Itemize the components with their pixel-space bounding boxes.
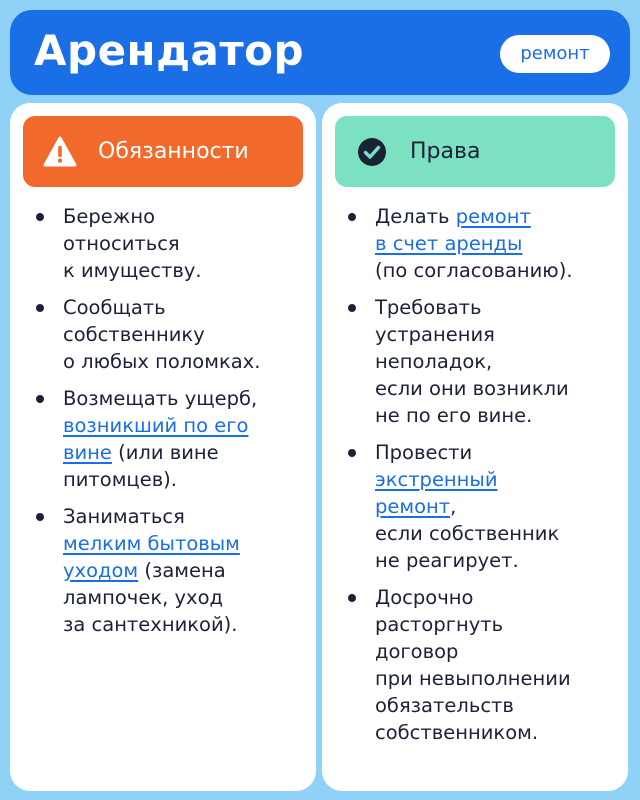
minor-care-link-cont[interactable]: уходом [63, 559, 139, 582]
list-item: Сообщать собственнику о любых поломках. [10, 294, 310, 375]
topic-tag[interactable]: ремонт [500, 35, 610, 73]
list-item: Бережно относиться к имуществу. [10, 203, 310, 284]
list-item: Требовать устранения неполадок, если они возникли не по его вине. [322, 294, 622, 429]
fault-link[interactable]: возникший по его [63, 414, 249, 437]
duties-list [10, 203, 310, 648]
rights-list [322, 203, 622, 756]
rights-header [335, 116, 615, 187]
duties-title: Обязанности [98, 139, 249, 164]
duties-card [10, 103, 316, 791]
page-title: Арендатор [34, 26, 305, 75]
repair-link[interactable]: ремонт [455, 205, 531, 228]
rights-title: Права [410, 139, 481, 164]
rent-link[interactable]: в счет аренды [375, 232, 523, 255]
rights-card [322, 103, 628, 791]
emergency-repair-link-cont[interactable]: ремонт [375, 495, 451, 518]
fault-link-cont[interactable]: вине [63, 441, 112, 464]
list-item: Заниматься мелким бытовым уходом (замена лампочек, уход за сантехникой). [10, 503, 310, 638]
emergency-repair-link[interactable]: экстренный [375, 468, 498, 491]
list-item: Делать ремонт в счет аренды (по согласованию). [322, 203, 622, 284]
list-item: Возмещать ущерб, возникший по его вине (или вине питомцев). [10, 385, 310, 493]
list-item: Досрочно расторгнуть договор при невыполнении обязательств собственником. [322, 584, 622, 746]
check-circle-icon [352, 132, 392, 172]
warning-icon [40, 132, 80, 172]
minor-care-link[interactable]: мелким бытовым [63, 532, 240, 555]
list-item: Провести экстренный ремонт, если собственник не реагирует. [322, 439, 622, 574]
duties-header [23, 116, 303, 187]
header-banner [10, 10, 630, 95]
